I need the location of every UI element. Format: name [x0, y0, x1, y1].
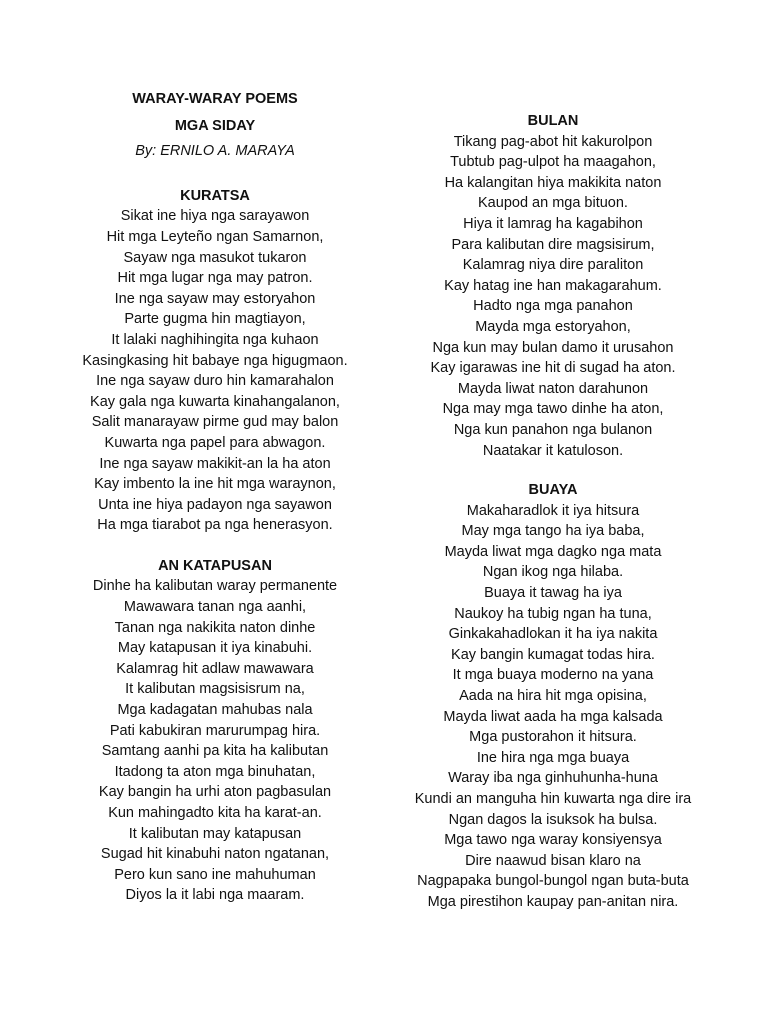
poem-line: Kundi an manguha hin kuwarta nga dire ira [414, 791, 692, 807]
poem-line: Kay igarawas ine hit di sugad ha aton. [430, 360, 676, 377]
poem-line: Nga may mga tawo dinhe ha aton, [442, 401, 664, 418]
poem-line: Mga tawo nga waray konsiyensya [444, 832, 662, 849]
poem-title: BUAYA [528, 482, 578, 499]
poem-line: Aada na hira hit mga opisina, [459, 688, 647, 705]
poem-bulan [400, 111, 706, 461]
poem-line: Kalamrag niya dire paraliton [462, 257, 644, 274]
left-column [70, 89, 360, 906]
poem-line: Tubtub pag-ulpot ha maagahon, [450, 154, 656, 171]
poem-line: Mayda liwat mga dagko nga mata [444, 543, 662, 560]
poem-line: May mga tango ha iya baba, [461, 523, 645, 540]
poem-kuratsa [70, 186, 360, 536]
poem-line: Pero kun sano ine mahuhuman [114, 866, 316, 883]
poem-line: Dinhe ha kalibutan waray permanente [92, 578, 338, 595]
poem-line: Kun mahingadto kita ha karat-an. [108, 805, 322, 821]
poem-line: Itadong ta aton mga binuhatan, [114, 763, 316, 780]
poem-line: It lalaki naghihingita nga kuhaon [111, 331, 319, 348]
poem-line: Mga pustorahon it hitsura. [469, 729, 637, 746]
document-title: WARAY-WARAY POEMS [132, 91, 298, 107]
poem-line: Waray iba nga ginhuhunha-huna [448, 770, 658, 787]
poem-line: Tanan nga nakikita naton dinhe [114, 619, 316, 636]
poem-line: Makaharadlok it iya hitsura [466, 502, 640, 519]
poem-line: Para kalibutan dire magsisirum, [451, 236, 655, 253]
poem-line: Naukoy ha tubig ngan ha tuna, [454, 605, 652, 622]
poem-line: Pati kabukiran marurumpag hira. [109, 722, 321, 739]
poem-line: Sugad hit kinabuhi naton ngatanan, [100, 846, 330, 863]
poem-line: Sayaw nga masukot tukaron [123, 249, 307, 266]
poem-line: Nga kun panahon nga bulanon [453, 421, 653, 438]
poem-line: Mawawara tanan nga aanhi, [123, 599, 307, 616]
poem-line: Ginkakahadlokan it ha iya nakita [448, 626, 658, 643]
poem-line: Ine hira nga mga buaya [476, 749, 630, 766]
poem-line: Kalamrag hit adlaw mawawara [116, 660, 314, 677]
poem-line: Nga kun may bulan damo it urusahon [432, 339, 674, 356]
right-column [400, 111, 706, 913]
poem-line: Sikat ine hiya nga sarayawon [120, 208, 310, 225]
poem-line: Samtang aanhi pa kita ha kalibutan [101, 743, 329, 760]
poem-line: Kay bangin ha urhi aton pagbasulan [98, 784, 332, 801]
poem-line: Mayda liwat naton darahunon [457, 380, 649, 397]
poem-line: Mayda liwat aada ha mga kalsada [443, 708, 663, 725]
poem-line: Kay gala nga kuwarta kinahangalanon, [90, 393, 340, 410]
poem-line: Diyos la it labi nga maaram. [125, 887, 305, 904]
poem-line: It mga buaya moderno na yana [452, 667, 654, 684]
poem-line: Kay hatag ine han makagarahum. [444, 277, 662, 294]
poem-line: Ine nga sayaw may estoryahon [114, 290, 316, 307]
poem-title: BULAN [527, 113, 579, 129]
poem-line: Ha mga tiarabot pa nga henerasyon. [97, 517, 333, 534]
author-byline: By: ERNILO A. MARAYA [135, 143, 295, 160]
poem-line: Nagpapaka bungol-bungol ngan buta-buta [417, 873, 689, 890]
poem-line: Kay imbento la ine hit mga waraynon, [94, 476, 336, 493]
poem-line: Ine nga sayaw duro hin kamarahalon [96, 373, 334, 390]
poem-line: Mga pirestihon kaupay pan-anitan nira. [427, 893, 679, 910]
poem-line: Ha kalangitan hiya makikita naton [444, 174, 662, 191]
poem-line: Kay bangin kumagat todas hira. [451, 646, 655, 663]
poem-an-katapusan [70, 556, 360, 906]
poem-line: Mga kadagatan mahubas nala [117, 702, 313, 719]
poem-line: It kalibutan magsisisrum na, [125, 681, 305, 698]
poem-line: Tikang pag-abot hit kakurolpon [453, 133, 653, 150]
poem-line: May katapusan it iya kinabuhi. [117, 640, 313, 657]
poem-line: Ine nga sayaw makikit-an la ha aton [99, 455, 331, 472]
poem-line: Hit mga Leyteño ngan Samarnon, [106, 228, 324, 245]
poem-line: It kalibutan may katapusan [128, 825, 302, 842]
poem-line: Unta ine hiya padayon nga sayawon [98, 496, 332, 513]
poem-line: Ngan ikog nga hilaba. [482, 564, 624, 581]
poem-line: Mayda mga estoryahon, [475, 318, 631, 335]
poem-line: Naatakar it katuloson. [482, 442, 624, 459]
poem-line: Hadto nga mga panahon [473, 298, 633, 315]
document-subtitle: MGA SIDAY [174, 117, 256, 134]
poem-line: Kasingkasing hit babaye nga higugmaon. [82, 352, 348, 369]
poem-title: AN KATAPUSAN [158, 557, 272, 574]
poem-line: Ngan dagos la isuksok ha bulsa. [448, 811, 658, 828]
poem-line: Hiya it lamrag ha kagabihon [463, 215, 643, 232]
poem-title: KURATSA [180, 187, 250, 204]
poem-buaya [400, 480, 706, 912]
poem-line: Kuwarta nga papel para abwagon. [104, 434, 326, 451]
poem-line: Parte gugma hin magtiayon, [124, 311, 306, 328]
poem-line: Hit mga lugar nga may patron. [117, 270, 313, 287]
poem-line: Buaya it tawag ha iya [484, 585, 622, 602]
poem-line: Kaupod an mga bituon. [478, 195, 628, 212]
poem-line: Dire naawud bisan klaro na [465, 852, 641, 869]
poem-line: Salit manarayaw pirme gud may balon [91, 414, 339, 431]
